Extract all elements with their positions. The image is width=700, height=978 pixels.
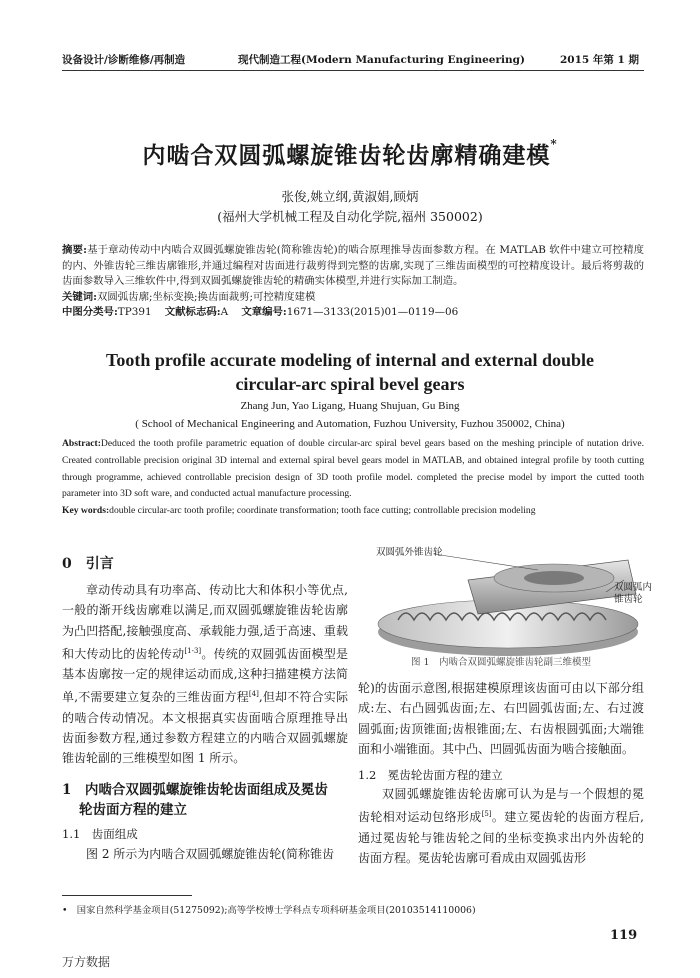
abstract-en: Abstract:Deduced the tooth profile parametric equation of double circular-arc spiral bevel gears based on the meshing principle of nutation drive. Created controllable precision original 3D internal and external spiral bevel gears model in MATLAB, and obtained integral profile by tooth cutting through programme, achieved controllable precision design of 3D tooth profile model. completed the precise model by import the cutted tooth parameter into 3D soft ware, and conducted actual manufacture processing. Key words:double circular-arc tooth profile; coordinate transformation; tooth face cutting; controllable precision modeling	[62, 438, 644, 517]
paper-title-en-line1: Tooth profile accurate modeling of internal and external double	[106, 350, 594, 370]
subsection-1-2-heading: 1.2 冕齿轮齿面方程的建立	[358, 768, 503, 782]
paper-title-cn: 内啮合双圆弧螺旋锥齿轮齿廓精确建模*	[142, 137, 558, 169]
leader-line-outer	[434, 554, 538, 570]
paper-title-en-line2: circular-arc spiral bevel gears	[235, 374, 465, 394]
section-0-heading: 0 引言	[62, 556, 114, 572]
running-header-left: 设备设计/诊断维修/再制造	[62, 54, 186, 66]
figure-1-caption: 图 1 内啮合双圆弧螺旋锥齿轮副三维模型	[410, 657, 592, 668]
authors-en: Zhang Jun, Yao Ligang, Huang Shujuan, Gu Bing	[240, 400, 460, 412]
watermark: 万方数据	[62, 955, 111, 969]
figure-1-label-inner: 双圆弧内 锥齿轮	[614, 582, 653, 605]
affiliation-cn: (福州大学机械工程及自动化学院,福州 350002)	[217, 209, 483, 224]
running-header-journal: 现代制造工程(Modern Manufacturing Engineering)	[238, 54, 525, 66]
footnote-rule	[62, 895, 192, 896]
abstract-cn: 摘要:基于章动传动中内啮合双圆弧螺旋锥齿轮(简称锥齿轮)的啮合原理推导齿面参数方程。在 MATLAB 软件中建立可控精度的内、外锥齿轮三维齿廓锥形,并通过编程对齿面进行裁剪得到完整的齿廓,实现了三维齿面模型的可控精度设计。最后将剪裁的齿面参数导入三维软件中,得到双圆弧螺旋锥齿轮的精确实体模型,并进行实际加工制造。 关键词:双圆弧齿廓;坐标变换;换齿面裁剪;可控精度建模 中图分类号:TP391 文献标志码:A 文章编号:1671—3133(2015)01—0119—06	[62, 244, 644, 318]
authors-cn: 张俊,姚立纲,黄淑娟,顾炳	[281, 189, 419, 204]
section-0-paragraph: 章动传动具有功率高、传动比大和体积小等优点,一般的渐开线齿廓难以满足,而双圆弧螺旋锥齿轮齿廓为凸凹搭配,接触强度高、承载能力强,适于高速、重载和大传动比的齿轮传动[1-3]。传统的双圆弧齿面模型是基本齿廓按一定的规律运动而成,这种扫描建模方法简单,不需要建立复杂的三维齿面方程[4],但却不符合实际的啮合传动情况。本文根据真实齿面啮合原理推导出齿面参数方程,通过参数方程建立的内啮合双圆弧螺旋锥齿轮副的三维模型如图 1 所示。	[62, 583, 348, 766]
right-column-paragraph: 轮)的齿面示意图,根据建模原理该齿面可由以下部分组成:左、右凸圆弧齿面;左、右凹圆弧齿面;左、右过渡圆弧面;齿顶锥面;齿根锥面;左、右齿根圆弧面;大端锥面和小端锥面。其中凸、凹圆弧齿面为啮合接触面。	[358, 681, 644, 756]
subsection-1-1-paragraph: 图 2 所示为内啮合双圆弧螺旋锥齿轮(简称锥齿	[86, 847, 334, 861]
header-rule	[62, 70, 644, 71]
subsection-1-2-paragraph: 双圆弧螺旋锥齿轮齿廓可认为是与一个假想的冕齿轮相对运动包络形成[5]。建立冕齿轮的齿面方程后,通过冕齿轮与锥齿轮之间的坐标变换求出内外齿轮的齿面方程。冕齿轮齿廓可看成由双圆弧齿形	[358, 787, 644, 865]
outer-gear-bore	[524, 571, 584, 585]
affiliation-en: ( School of Mechanical Engineering and Automation, Fuzhou University, Fuzhou 350002, China)	[135, 418, 565, 430]
footnote-funding: • 国家自然科学基金项目(51275092);高等学校博士学科点专项科研基金项目(20103514110006)	[62, 905, 476, 916]
section-1-heading: 1 内啮合双圆弧螺旋锥齿轮齿面组成及冕齿 轮齿面方程的建立	[62, 782, 328, 818]
page-number: 119	[610, 928, 638, 943]
figure-1-label-outer: 双圆弧外锥齿轮	[376, 547, 443, 558]
running-header-issue: 2015 年第 1 期	[560, 54, 639, 66]
subsection-1-1-heading: 1.1 齿面组成	[62, 827, 138, 841]
